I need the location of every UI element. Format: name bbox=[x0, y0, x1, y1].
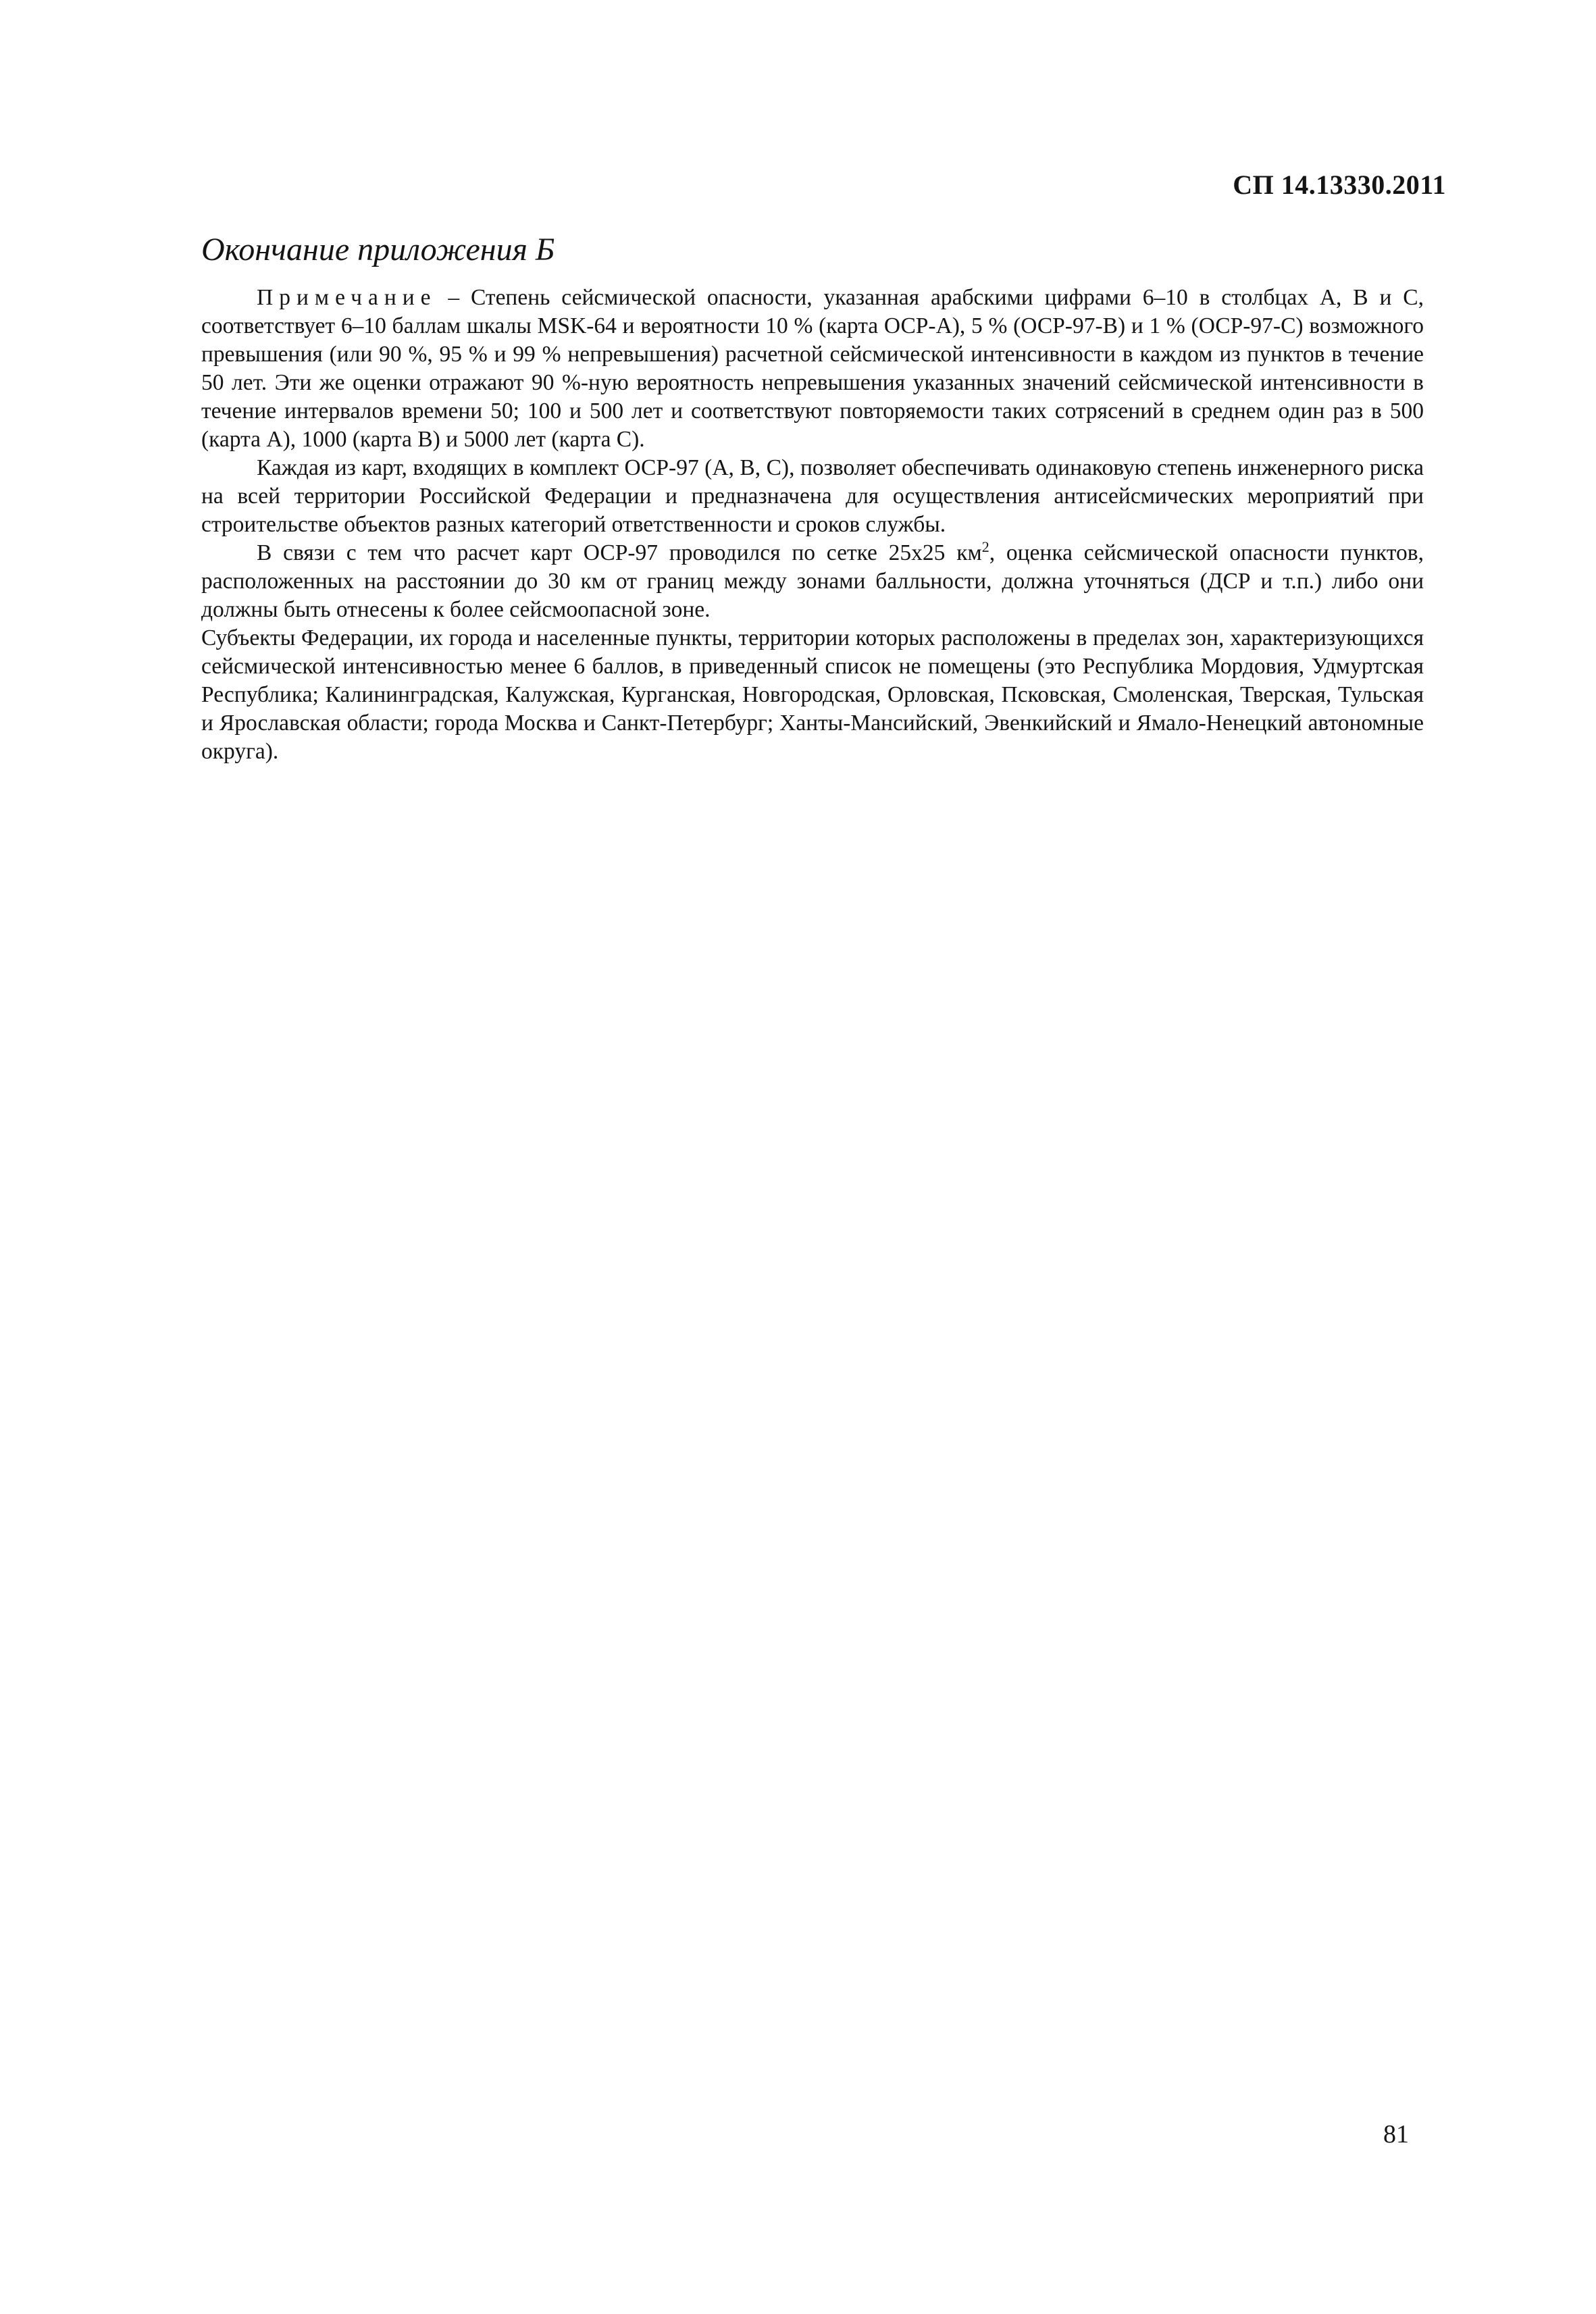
note-text: – Степень сейсмической опасности, указанная арабскими цифрами 6–10 в столбцах А, В и С, соответствует 6–10 баллам шкалы MSK-64 и вероятности 10 % (карта ОСР-А), 5 % (ОСР-97-В) и 1 % (ОСР-97-С) возможного превышения (или 90 %, 95 % и 99 % непревышения) расчетной сейсмической интенсивности в каждом из пунктов в течение 50 лет. Эти же оценки отражают 90 %-ную вероятность непревышения указанных значений сейсмической интенсивности в течение интервалов времени 50; 100 и 500 лет и соответствуют повторяемости таких сотрясений в среднем один раз в 500 (карта А), 1000 (карта В) и 5000 лет (карта С). bbox=[201, 285, 1424, 452]
note-label: Примечание bbox=[257, 285, 437, 310]
subjects-paragraph: Субъекты Федерации, их города и населенные пункты, территории которых расположены в пределах зон, характеризующихся сейсмической интенсивностью менее 6 баллов, в приведенный список не помещены (это Республика Мордовия, Удмуртская Республика; Калининградская, Калужская, Курганская, Новгородская, Орловская, Псковская, Смоленская, Тверская, Тульская и Ярославская области; города Москва и Санкт-Петербург; Ханты-Мансийский, Эвенкийский и Ямало-Ненецкий автономные округа). bbox=[201, 625, 1424, 764]
annex-title: Окончание приложения Б bbox=[201, 232, 555, 267]
grid-text-after: , оценка сейсмической опасности пунктов, расположенных на расстоянии до 30 км от границ между зонами балльности, должна уточняться (ДСР и т.п.) либо они должны быть отнесены к более сейсмоопасной зоне. bbox=[201, 540, 1424, 622]
grid-superscript: 2 bbox=[981, 538, 989, 555]
document-body bbox=[201, 284, 1424, 766]
document-code: СП 14.13330.2011 bbox=[1233, 170, 1446, 200]
note-paragraph bbox=[201, 284, 1424, 454]
page-number: 81 bbox=[1383, 2120, 1409, 2149]
grid-paragraph bbox=[201, 539, 1424, 624]
grid-text-before: В связи с тем что расчет карт ОСР-97 проводился по сетке 25х25 км bbox=[257, 540, 982, 565]
maps-paragraph: Каждая из карт, входящих в комплект ОСР-97 (А, В, С), позволяет обеспечивать одинаковую степень инженерного риска на всей территории Российской Федерации и предназначена для осуществления антисейсмических мероприятий при строительстве объектов разных категорий ответственности и сроков службы. bbox=[201, 455, 1424, 537]
